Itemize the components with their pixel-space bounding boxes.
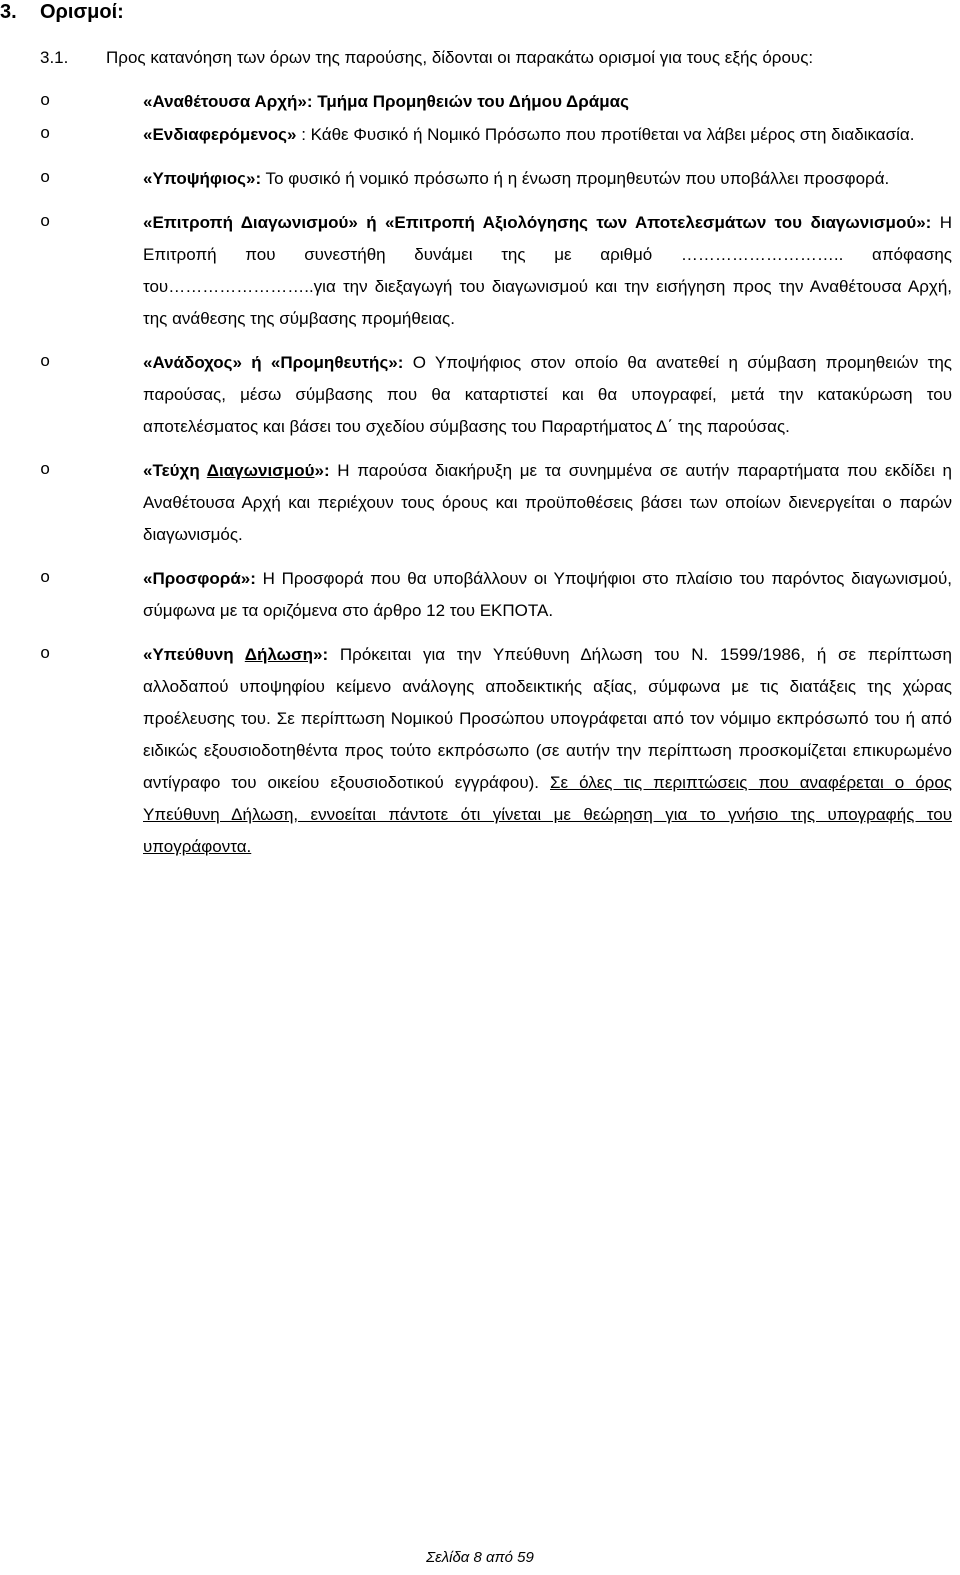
definition-term: «Ενδιαφερόμενος» bbox=[143, 125, 297, 144]
definition-term-part: »: bbox=[313, 645, 329, 664]
definition-term-underlined: Δήλωση bbox=[244, 645, 314, 664]
definition-interested-party bbox=[0, 119, 960, 151]
bullet: o bbox=[40, 461, 51, 480]
definition-term: «Ανάδοχος» ή «Προμηθευτής»: bbox=[143, 353, 404, 372]
definition-term: «Επιτροπή Διαγωνισμού» ή «Επιτροπή Αξιολόγησης των Αποτελεσμάτων του διαγωνισμού»: bbox=[143, 213, 932, 232]
definition-text: Πρόκειται για την Υπεύθυνη Δήλωση του Ν. 1599/1986, ή σε περίπτωση αλλοδαπού υποψηφίου κείμενο ανάλογης αποδεικτικής αξίας, σύμφωνα με τις διατάξεις της χώρας προέλευσης του. Σε περίπτωση Νομικού Προσώπου υπογράφεται από τον νόμιμο εκπρόσωπό του ή από ειδικώς εξουσιοδοτηθέντα προς τούτο εκπρόσωπο (σε αυτήν την περίπτωση προσκομίζεται επικυρωμένο αντίγραφο του οικείου εξουσιοδοτικού εγγράφου). bbox=[143, 645, 952, 792]
section-heading bbox=[0, 0, 124, 26]
definition-term: «Προσφορά»: bbox=[143, 569, 256, 588]
definition-term-part: «Τεύχη bbox=[143, 461, 207, 480]
definition-solemn-declaration bbox=[0, 639, 960, 863]
definition-text: Ο Υποψήφιος στον οποίο θα ανατεθεί η σύμβαση προμηθειών της παρούσας, μέσω σύμβασης που θα καταρτιστεί και θα υπογραφεί, μετά την κατακύρωση του αποτελέσματος και βάσει του σχεδίου σύμβασης του Παραρτήματος Δ΄ της παρούσας. bbox=[143, 353, 953, 436]
bullet: o bbox=[40, 169, 51, 188]
bullet: o bbox=[40, 92, 51, 111]
bullet: o bbox=[40, 353, 51, 372]
definition-term-part: «Υπεύθυνη bbox=[143, 645, 245, 664]
bullet: o bbox=[40, 125, 51, 144]
definition-text-underlined: Σε όλες τις περιπτώσεις που αναφέρεται ο όρος Υπεύθυνη Δήλωση, εννοείται πάντοτε ότι γίνεται με θεώρηση για το γνήσιο της υπογραφής του υπογράφοντα. bbox=[143, 773, 953, 856]
bullet: o bbox=[40, 569, 51, 588]
definition-contractor bbox=[0, 347, 960, 443]
definition-term-underlined: Διαγωνισμού bbox=[206, 461, 315, 480]
definition-tender-documents bbox=[0, 455, 960, 551]
section-number: 3. bbox=[0, 1, 17, 23]
definition-offer bbox=[0, 563, 960, 627]
definition-text: Η Προσφορά που θα υποβάλλουν οι Υποψήφιοι στο πλαίσιο του παρόντος διαγωνισμού, σύμφωνα με τα οριζόμενα στο άρθρο 12 του ΕΚΠΟΤΑ. bbox=[143, 569, 952, 620]
definition-term bbox=[143, 461, 330, 480]
definition-text: Η παρούσα διακήρυξη με τα συνημμένα σε αυτήν παραρτήματα που εκδίδει η Αναθέτουσα Αρχή και περιέχουν τους όρους και προϋποθέσεις βάσει των οποίων διενεργείται ο παρών διαγωνισμός. bbox=[143, 461, 952, 544]
intro-paragraph bbox=[40, 44, 955, 72]
definition-term-part: »: bbox=[314, 461, 330, 480]
definition-term: «Αναθέτουσα Αρχή»: Τμήμα Προμηθειών του Δήμου Δράμας bbox=[143, 92, 629, 111]
bullet: o bbox=[40, 645, 51, 664]
section-title: Ορισμοί: bbox=[40, 1, 124, 23]
definition-text: : Κάθε Φυσικό ή Νομικό Πρόσωπο που προτίθεται να λάβει μέρος στη διαδικασία. bbox=[296, 125, 915, 144]
definition-text: Το φυσικό ή νομικό πρόσωπο ή η ένωση προμηθευτών που υποβάλλει προσφορά. bbox=[261, 169, 890, 188]
definition-candidate bbox=[0, 163, 960, 195]
intro-text: Προς κατανόηση των όρων της παρούσης, δίδονται οι παρακάτω ορισμοί για τους εξής όρους: bbox=[106, 48, 814, 67]
page-footer: Σελίδα 8 από 59 bbox=[426, 1549, 534, 1566]
definitions-list bbox=[0, 86, 960, 863]
definition-term: «Υποψήφιος»: bbox=[143, 169, 262, 188]
definition-committee bbox=[0, 207, 960, 335]
definition-contracting-authority bbox=[0, 86, 960, 118]
intro-number: 3.1. bbox=[40, 48, 69, 67]
bullet: o bbox=[40, 213, 51, 232]
definition-term bbox=[143, 645, 328, 664]
definition-text: Η Επιτροπή που συνεστήθη δυνάμει της με αριθμό ……………………….. απόφασης του……………………..για την διεξαγωγή του διαγωνισμού και την εισήγηση προς την Αναθέτουσα Αρχή, της ανάθεσης της σύμβασης προμήθειας. bbox=[143, 213, 953, 328]
